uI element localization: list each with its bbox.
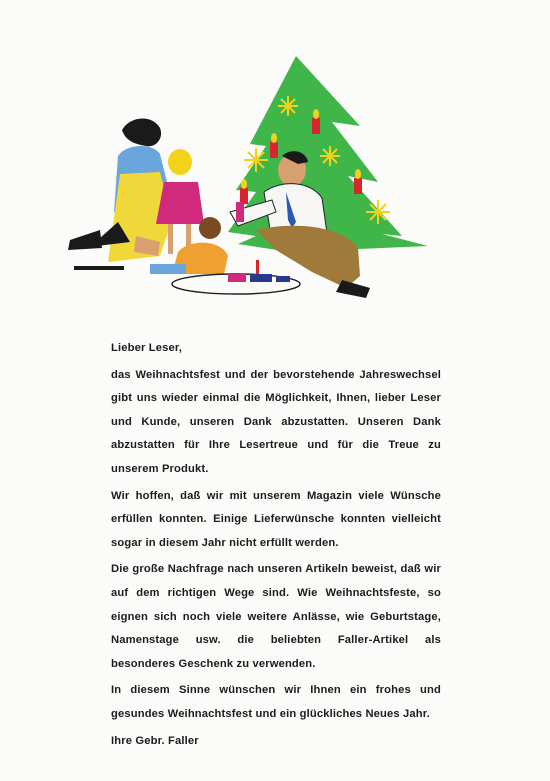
signature: Ihre Gebr. Faller	[111, 734, 199, 747]
paragraph-2: Wir hoffen, daß wir mit unserem Magazin viele Wünsche erfüllen konnten. Einige Lieferwünsche konnten vielleicht sogar in diesem Jahr nicht erfüllt werden.	[111, 489, 441, 549]
family-christmas-tree-illustration	[60, 52, 432, 310]
salutation: Lieber Leser,	[111, 342, 182, 354]
mother-figure-icon	[68, 118, 172, 270]
paragraph-3: Die große Nachfrage nach unseren Artikeln beweist, daß wir auf dem richtigen Wege sind. Wie Weihnachtsfeste, so eignen sich noch viele weitere Anlässe, wie Geburtstage, Namenstage usw. die beliebten Faller-Artikel als besonderes Geschenk zu verwenden.	[111, 563, 441, 670]
letter-body	[111, 337, 441, 753]
paragraph-4: In diesem Sinne wünschen wir Ihnen ein frohes und gesundes Weihnachtsfest und ein glückliches Neues Jahr.	[111, 684, 441, 720]
paragraph-1: das Weihnachtsfest und der bevorstehende Jahreswechsel gibt uns wieder einmal die Möglichkeit, Ihnen, lieber Leser und Kunde, unseren Dank abzustatten. Unseren Dank abzustatten für Ihre Lesertreue und für die Treue zu unserem Produkt.	[111, 368, 441, 475]
